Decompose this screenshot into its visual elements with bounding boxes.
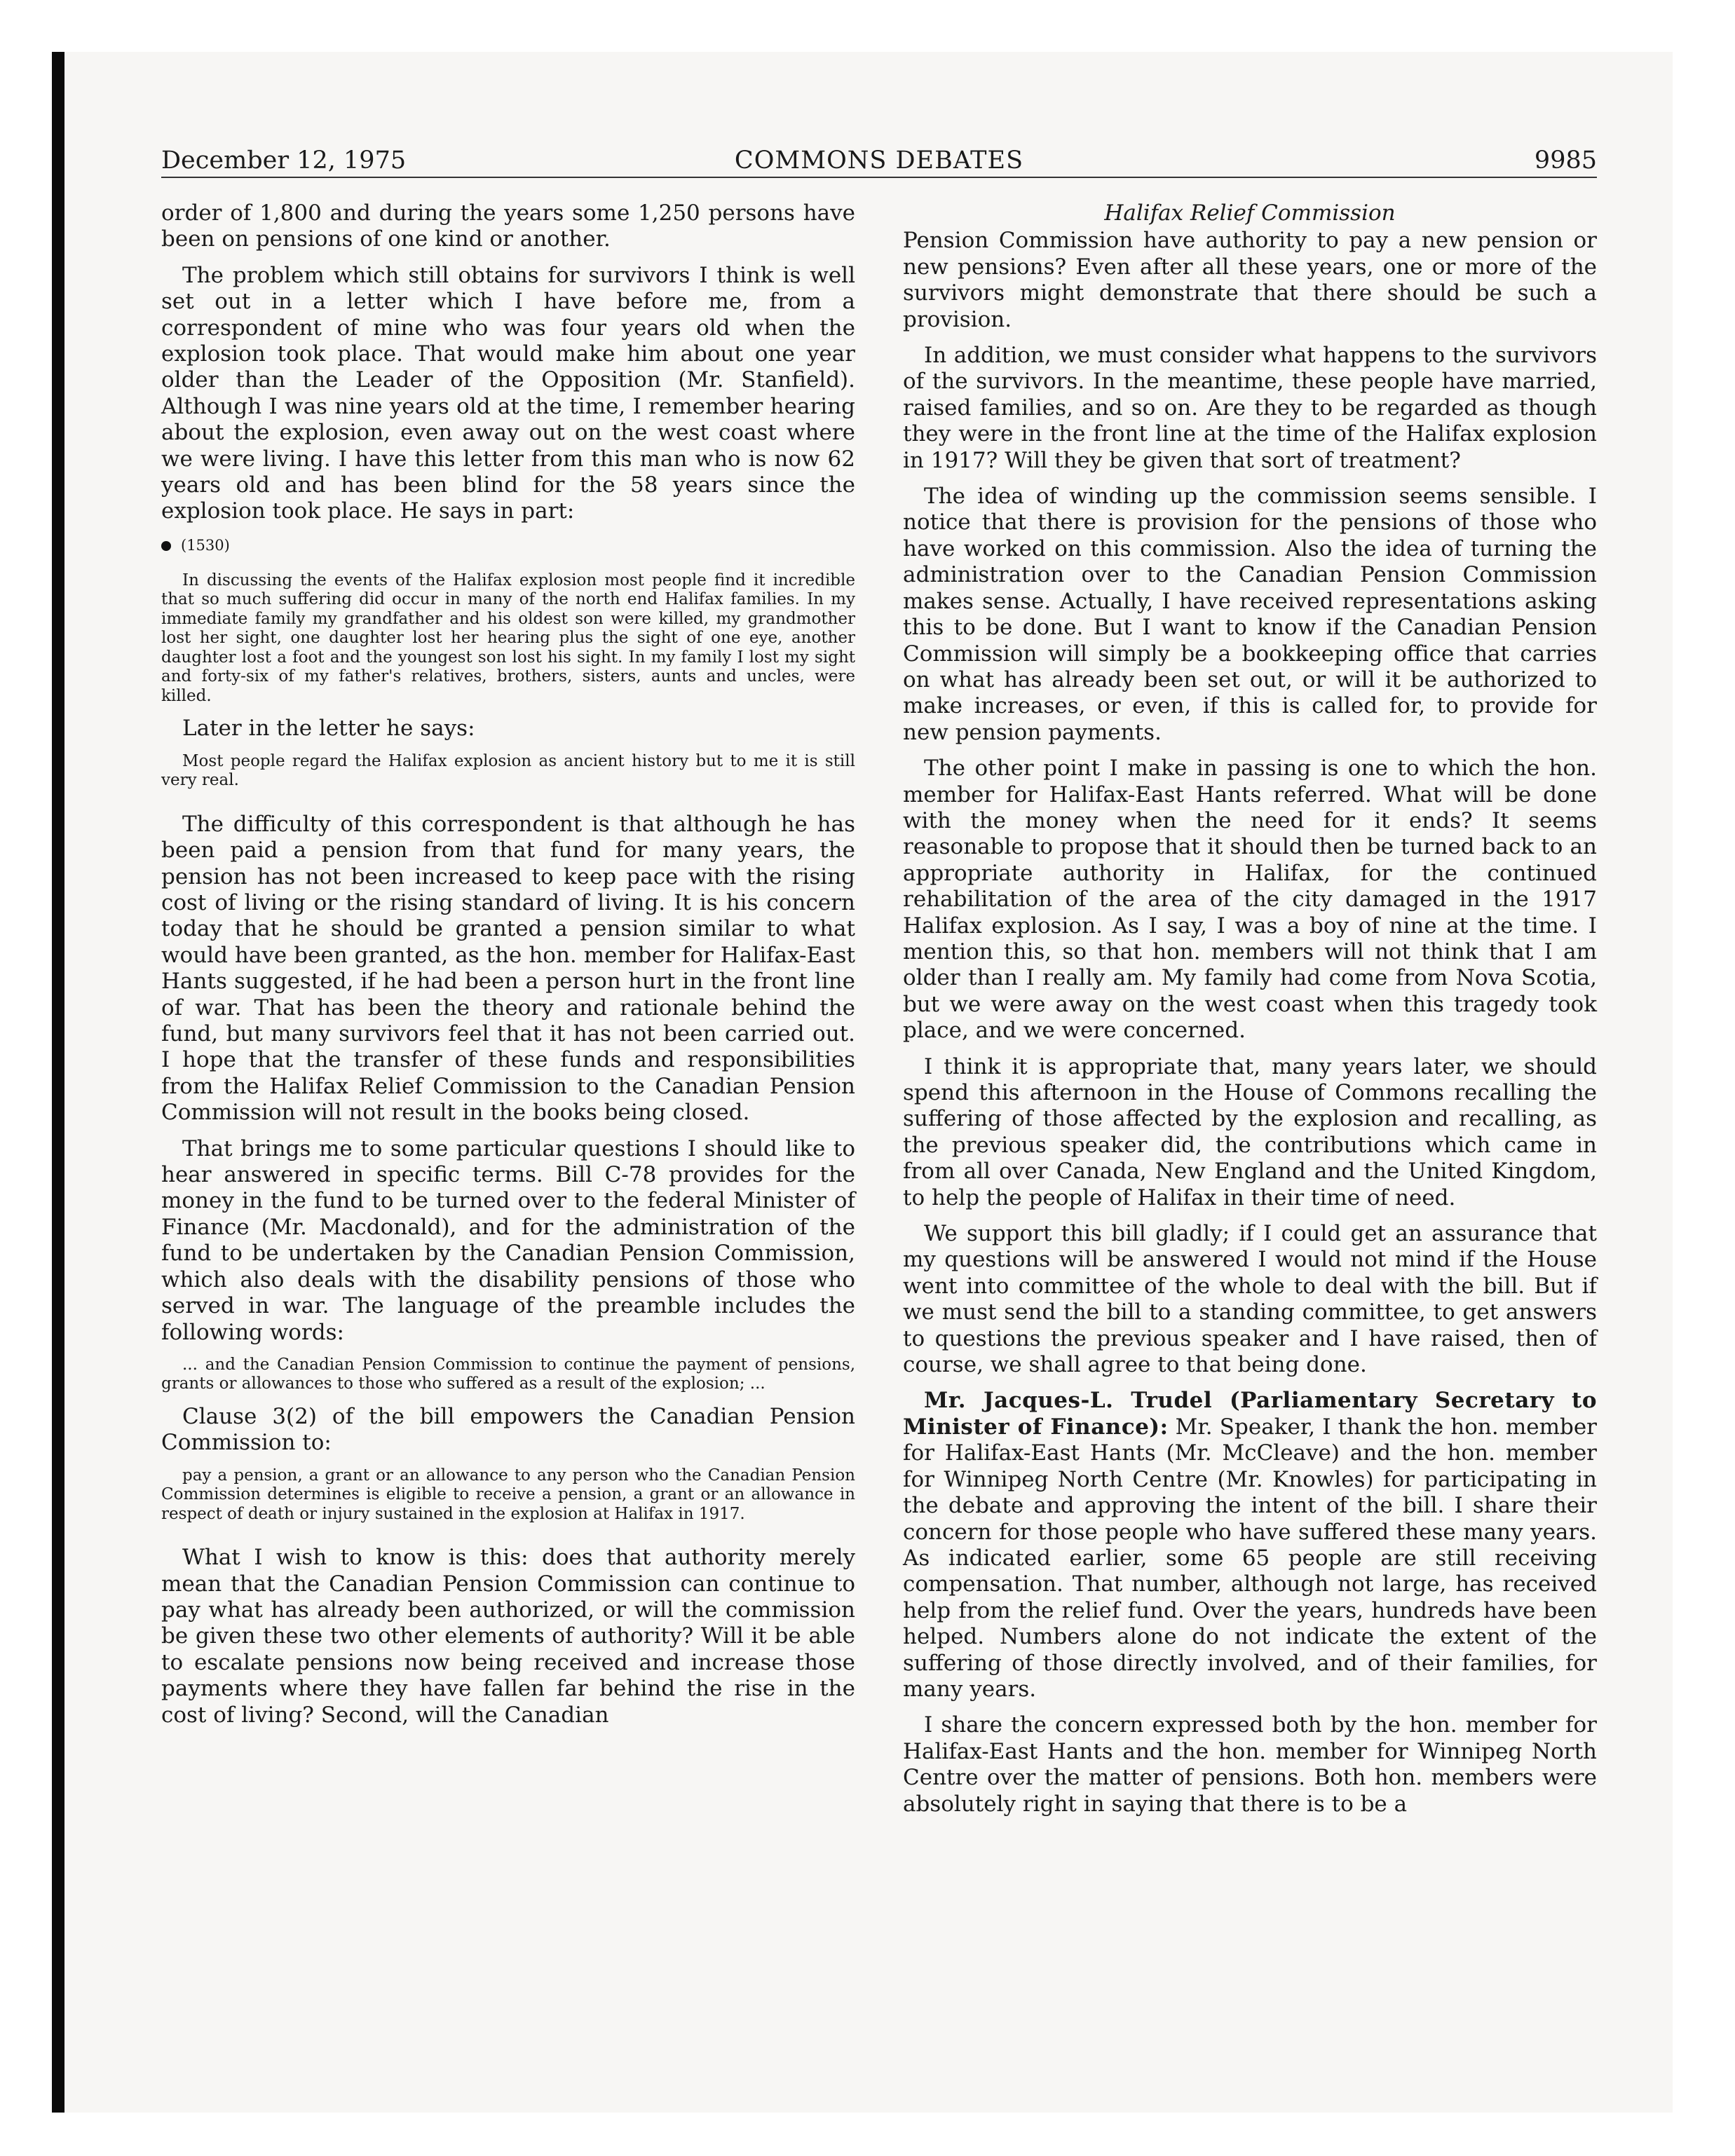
- paragraph: In addition, we must consider what happens to the survivors of the survivors. In the meantime, these people have married, raised families, and so on. Are they to be regarded as though they were in the front line at the time of the Halifax explosion in 1917? Will they be given that sort of treatment?: [903, 343, 1597, 473]
- time-marker: [161, 535, 855, 556]
- bullet-icon: [161, 541, 171, 551]
- paragraph: The difficulty of this correspondent is that although he has been paid a pension from that fund for many years, the pension has not been increased to keep pace with the rising cost of living or the rising standard of living. It is his concern today that he should be granted a pension similar to what would have been granted, as the hon. member for Halifax-East Hants suggested, if he had been a person hurt in the front line of war. That has been the theory and rationale behind the fund, but many survivors feel that it has not been carried out. I hope that the transfer of these funds and responsibilities from the Halifax Relief Commission to the Canadian Pension Commission will not result in the books being closed.: [161, 811, 855, 1126]
- block-quote: Most people regard the Halifax explosion as ancient history but to me it is still very real.: [161, 751, 855, 790]
- page-header: [161, 143, 1597, 178]
- speech-paragraph: [903, 1388, 1597, 1703]
- block-quote: pay a pension, a grant or an allowance to any person who the Canadian Pension Commission determines is eligible to receive a pension, a grant or an allowance in respect of death or injury sustained in the explosion at Halifax in 1917.: [161, 1466, 855, 1523]
- paragraph: I share the concern expressed both by the hon. member for Halifax-East Hants and the hon. member for Winnipeg North Centre over the matter of pensions. Both hon. members were absolutely right in saying that there is to be a: [903, 1712, 1597, 1817]
- paragraph: Later in the letter he says:: [182, 716, 475, 742]
- left-column: [161, 200, 855, 1738]
- header-date: December 12, 1975: [161, 146, 407, 175]
- paragraph: Clause 3(2) of the bill empowers the Canadian Pension Commission to:: [161, 1403, 855, 1456]
- paragraph: The other point I make in passing is one to which the hon. member for Halifax-East Hants referred. What will be done with the money when the need for it ends? It seems reasonable to propose that it should then be turned back to an appropriate authority in Halifax, for the continued rehabilitation of the area of the city damaged in the 1917 Halifax explosion. As I say, I was a boy of nine at the time. I mention this, so that hon. members will not think that I am older than I really am. My family had come from Nova Scotia, but we were away on the west coast when this tragedy took place, and we were concerned.: [903, 756, 1597, 1044]
- binding-edge: [52, 52, 64, 2113]
- paragraph: The problem which still obtains for survivors I think is well set out in a letter which I have before me, from a correspondent of mine who was four years old when the explosion took place. That would make him about one year older than the Leader of the Opposition (Mr. Stanfield). Although I was nine years old at the time, I remember hearing about the explosion, even away out on the west coast where we were living. I have this letter from this man who is now 62 years old and has been blind for the 58 years since the explosion took place. He says in part:: [161, 262, 855, 524]
- speech-text: Mr. Speaker, I thank the hon. member for Halifax-East Hants (Mr. McCleave) and the hon. member for Winnipeg North Centre (Mr. Knowles) for participating in the debate and approving the intent of the bill. I share their concern for those people who have suffered these many years. As indicated earlier, some 65 people are still receiving compensation. That number, although not large, has received help from the relief fund. Over the years, hundreds have been helped. Numbers alone do not indicate the extent of the suffering of those directly involved, and of their families, for many years.: [903, 1414, 1597, 1702]
- block-quote: In discussing the events of the Halifax explosion most people find it incredible that so much suffering did occur in many of the north end Halifax families. In my immediate family my grandfather and his oldest son were killed, my grandmother lost her sight, one daughter lost her hearing plus the sight of one eye, another daughter lost a foot and the youngest son lost his sight. In my family I lost my sight and forty-six of my father's relatives, brothers, sisters, aunts and uncles, were killed.: [161, 571, 855, 705]
- block-quote: ... and the Canadian Pension Commission to continue the payment of pensions, grants or allowances to those who suffered as a result of the explosion; ...: [161, 1355, 855, 1393]
- paragraph: What I wish to know is this: does that authority merely mean that the Canadian Pension Commission can continue to pay what has already been authorized, or will the commission be given these two other elements of authority? Will it be able to escalate pensions now being received and increase those payments where they have fallen far behind the rise in the cost of living? Second, will the Canadian: [161, 1545, 855, 1728]
- header-rule: [161, 177, 1597, 178]
- speaker-name: Mr. Jacques-L. Trudel (Parliamentary Secretary to Minister of Finance):: [903, 1388, 1597, 1440]
- time-marker-label: (1530): [181, 536, 230, 554]
- paragraph: That brings me to some particular questions I should like to hear answered in specific terms. Bill C-78 provides for the money in the fund to be turned over to the federal Minister of Finance (Mr. Macdonald), and for the administration of the fund to be undertaken by the Canadian Pension Commission, which also deals with the disability pensions of those who served in war. The language of the preamble includes the following words:: [161, 1135, 855, 1345]
- header-page-number: 9985: [1534, 146, 1597, 175]
- section-heading: Halifax Relief Commission: [1104, 200, 1396, 226]
- paragraph: order of 1,800 and during the years some 1,250 persons have been on pensions of one kind or another.: [161, 200, 855, 252]
- right-column: [903, 200, 1597, 1827]
- paragraph: I think it is appropriate that, many years later, we should spend this afternoon in the House of Commons recalling the suffering of those affected by the explosion and recalling, as the previous speaker did, the contributions which came in from all over Canada, New England and the United Kingdom, to help the people of Halifax in their time of need.: [903, 1053, 1597, 1210]
- header-title: COMMONS DEBATES: [734, 146, 1024, 175]
- paragraph: The idea of winding up the commission seems sensible. I notice that there is provision for the pensions of those who have worked on this commission. Also the idea of turning the administration over to the Canadian Pension Commission makes sense. Actually, I have received representations asking this to be done. But I want to know if the Canadian Pension Commission will simply be a bookkeeping office that carries on what has already been set out, or will it be authorized to make increases, or even, if this is called for, to provide for new pension payments.: [903, 484, 1597, 745]
- paragraph: Pension Commission have authority to pay a new pension or new pensions? Even after all these years, one or more of the survivors might demonstrate that there should be such a provision.: [903, 228, 1597, 332]
- paragraph: We support this bill gladly; if I could get an assurance that my questions will be answered I would not mind if the House went into committee of the whole to deal with the bill. But if we must send the bill to a standing committee, to get answers to questions the previous speaker and I have raised, then of course, we shall agree to that being done.: [903, 1221, 1597, 1378]
